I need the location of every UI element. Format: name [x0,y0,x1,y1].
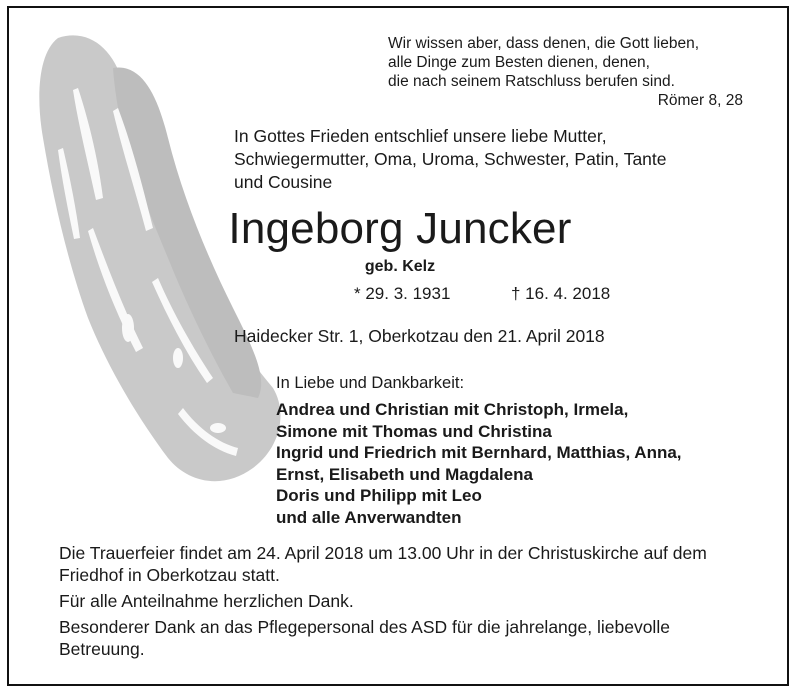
closing-notes [59,542,759,664]
birth-date: * 29. 3. 1931 [354,284,451,303]
birth-name: geb. Kelz [364,258,436,275]
verse-line: die nach seinem Ratschluss berufen sind. [388,73,675,90]
intro-line: Schwiegermutter, Oma, Uroma, Schwester, Patin, Tante [234,149,667,169]
mourner-line: Andrea und Christian mit Christoph, Irmela, [276,400,629,419]
mourners-label: In Liebe und Dankbarkeit: [276,374,465,392]
intro-text [234,125,754,194]
mourner-line: Doris und Philipp mit Leo [276,486,482,505]
funeral-info: Die Trauerfeier findet am 24. April 2018 um 13.00 Uhr in der Christuskirche auf dem Friedhof in Oberkotzau statt. [59,543,707,585]
intro-line: In Gottes Frieden entschlief unsere liebe Mutter, [234,126,607,146]
mourner-line: Ernst, Elisabeth und Magdalena [276,464,533,484]
verse-line: Wir wissen aber, dass denen, die Gott lieben, [388,35,700,52]
verse-reference: Römer 8, 28 [657,92,743,109]
mourners-list [276,399,682,528]
mourner-line: und alle Anverwandten [276,507,462,527]
mourner-line: Ingrid und Friedrich mit Bernhard, Matthias, Anna, [276,443,682,462]
death-date: † 16. 4. 2018 [511,284,611,303]
place-and-date: Haidecker Str. 1, Oberkotzau den 21. April 2018 [234,326,605,346]
special-thanks-note: Besonderer Dank an das Pflegepersonal des ASD für die jahrelange, liebevolle Betreuung. [59,617,670,659]
intro-line: und Cousine [234,172,333,192]
verse-line: alle Dinge zum Besten dienen, denen, [388,54,650,71]
deceased-name: Ingeborg Juncker [228,204,572,253]
bible-verse [388,34,743,110]
mourner-line: Simone mit Thomas und Christina [276,421,552,441]
thanks-note: Für alle Anteilnahme herzlichen Dank. [59,591,354,611]
